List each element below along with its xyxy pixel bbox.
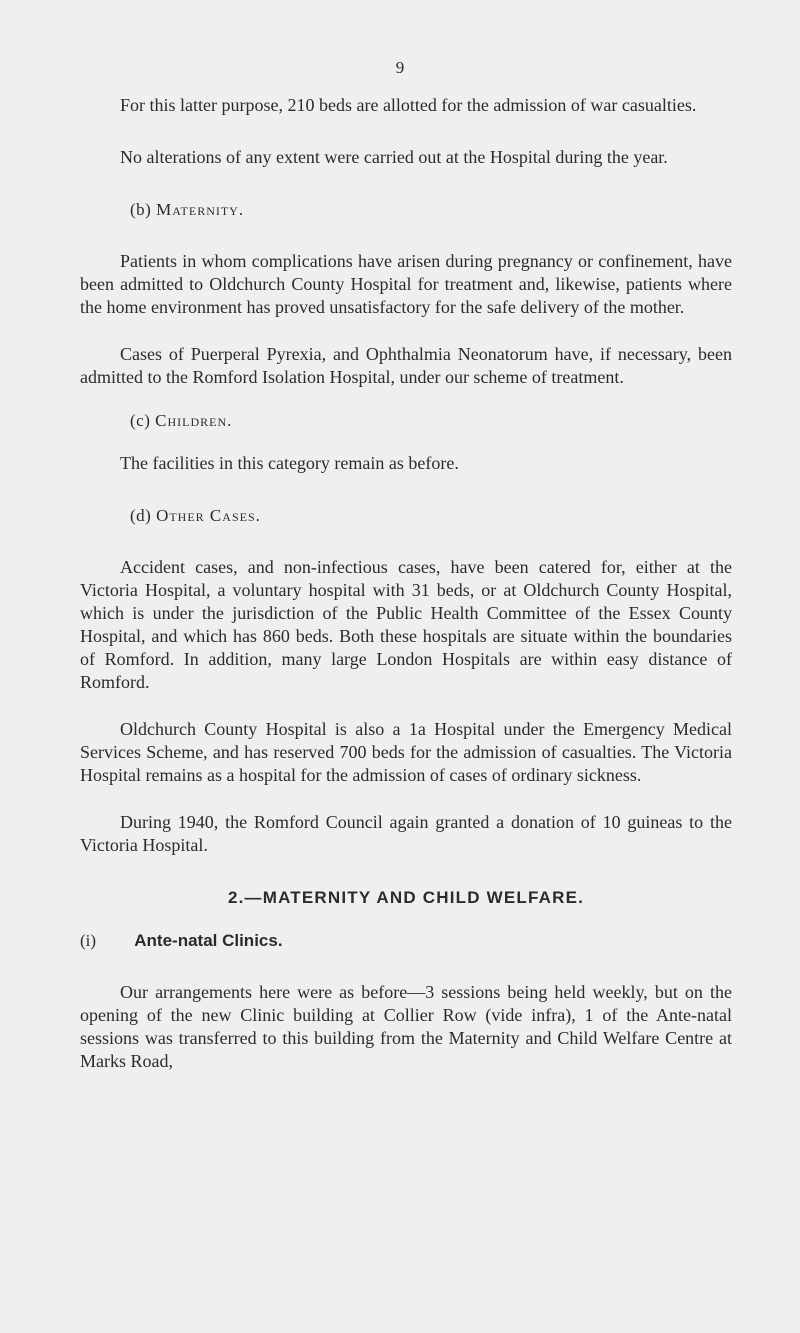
subheading-marker: (i) [80, 931, 97, 950]
subheading-marker: (d) [130, 506, 152, 525]
paragraph-alterations: No alterations of any extent were carried out at the Hospital during the year. [120, 147, 668, 167]
subheading-children [130, 409, 732, 432]
paragraph-complications: Patients in whom complications have arisen during pregnancy or confinement, have been admitted to Oldchurch County Hospital for treatment and, likewise, patients where the home environment has proved unsatisfactory for the safe delivery of the mother. [80, 251, 732, 317]
paragraph-donation: During 1940, the Romford Council again granted a donation of 10 guineas to the Victoria Hospital. [80, 812, 732, 855]
subheading-label: Children. [155, 411, 233, 430]
subheading-marker: (c) [130, 411, 151, 430]
paragraph-accident-cases: Accident cases, and non-infectious cases, have been catered for, either at the Victoria Hospital, a voluntary hospital with 31 beds, or at Oldchurch County Hospital, which is under the jurisdiction of the Public Health Committee of the Essex County Hospital, and which has 860 beds. Both these hospitals are situate within the boundaries of Romford. In addition, many large London Hospitals are within easy distance of Romford. [80, 557, 732, 692]
subheading-label: Ante-natal Clinics. [134, 931, 283, 950]
paragraph-facilities: The facilities in this category remain as before. [120, 453, 459, 473]
page-number: 9 [395, 58, 405, 77]
subheading-label: Other Cases. [156, 506, 261, 525]
paragraph-war-casualties: For this latter purpose, 210 beds are allotted for the admission of war casualties. [120, 95, 697, 115]
subheading-label: Maternity. [156, 200, 245, 219]
subheading-maternity [130, 198, 732, 221]
subheading-marker: (b) [130, 200, 152, 219]
page-content [80, 94, 732, 1073]
paragraph-puerperal-pyrexia: Cases of Puerperal Pyrexia, and Ophthalmia Neonatorum have, if necessary, been admitted to the Romford Isolation Hospital, under our scheme of treatment. [80, 344, 732, 387]
subheading-ante-natal-clinics [80, 929, 732, 952]
paragraph-arrangements: Our arrangements here were as before—3 sessions being held weekly, but on the opening of the new Clinic building at Collier Row (vide infra), 1 of the Ante-natal sessions was transferred to this building from the Maternity and Child Welfare Centre at Marks Road, [80, 982, 732, 1071]
section-title: 2.—MATERNITY AND CHILD WELFARE. [227, 888, 585, 907]
paragraph-oldchurch-hospital: Oldchurch County Hospital is also a 1a Hospital under the Emergency Medical Services Scheme, and has reserved 700 beds for the admission of casualties. The Victoria Hospital remains as a hospital for the admission of cases of ordinary sickness. [80, 719, 732, 785]
subheading-other-cases [130, 504, 732, 527]
